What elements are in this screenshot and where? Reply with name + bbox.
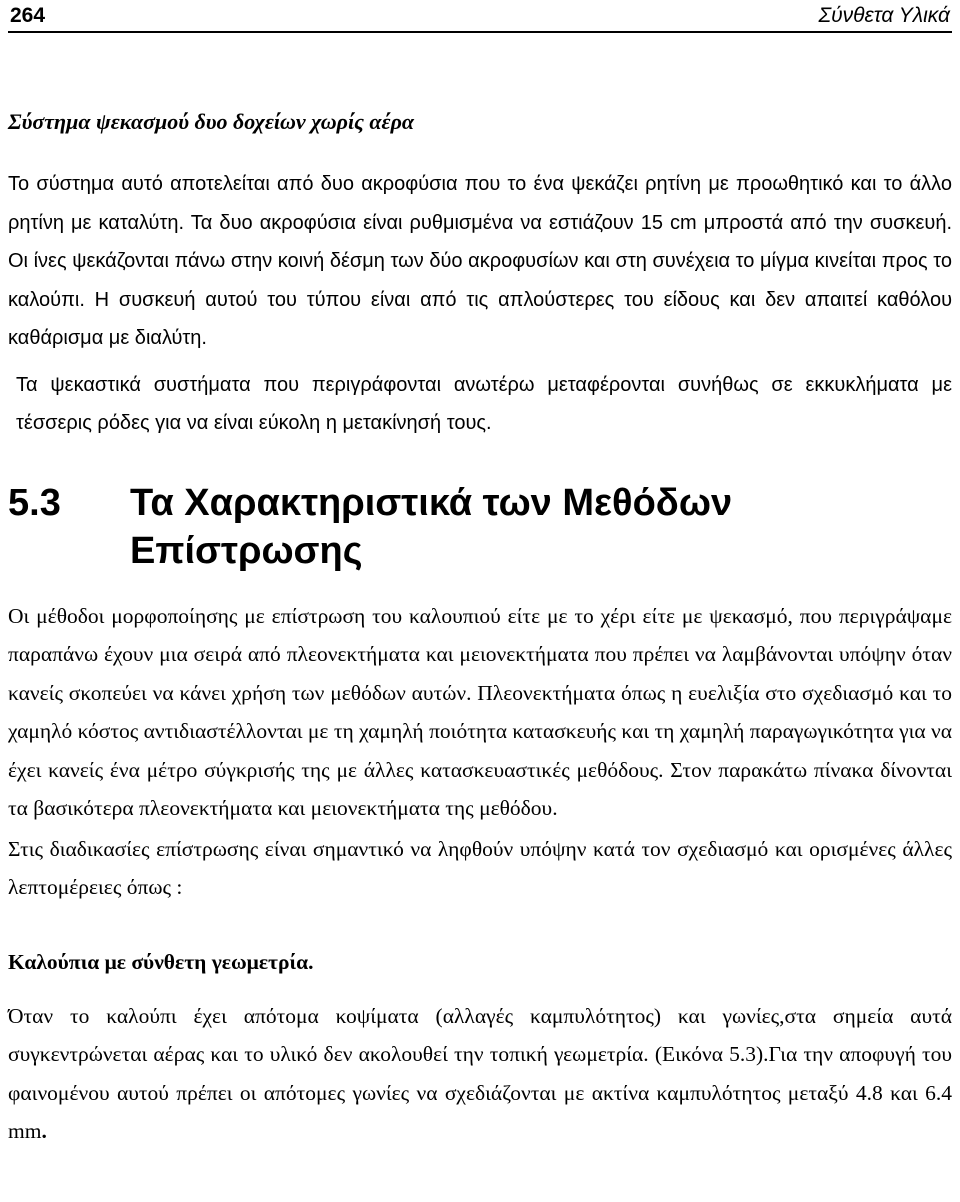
book-title: Σύνθετα Υλικά [818,4,950,27]
page-number: 264 [10,4,46,27]
paragraph-end-mark: . [41,1119,47,1143]
section-number: 5.3 [8,481,61,524]
running-header [8,0,952,33]
paragraph-complex-molds [8,997,952,1151]
paragraph-design-details: Στις διαδικασίες επίστρωσης είναι σημαντικό να ληφθούν υπόψην κατά τον σχεδιασμό και ορισμένες άλλες λεπτομέρειες όπως : [8,836,952,899]
paragraph-method-characteristics: Οι μέθοδοι μορφοποίησης με επίστρωση του καλουπιού είτε με το χέρι είτε με ψεκασμό, που περιγράψαμε παραπάνω έχουν μια σειρά από πλεονεκτήματα και μειονεκτήματα που πρέπει να λαμβάνονται υπόψην όταν κανείς σκοπεύει να κάνει χρήση των μεθόδων αυτών. Πλεονεκτήματα όπως η ευελιξία στο σχεδιασμό και το χαμηλό κόστος αντιδιαστέλλονται με τη χαμηλή ποιότητα κατασκευής και τη χαμηλή παραγωγικότητα για να έχει κανείς ένα μέτρο σύγκρισής της με άλλες κατασκευαστικές μεθόδους. Στον παρακάτω πίνακα δίνονται τα βασικότερα πλεονεκτήματα και μειονεκτήματα της μεθόδου. [8,603,952,820]
section-heading [8,479,952,575]
paragraph-complex-molds-text: Όταν το καλούπι έχει απότομα κοψίματα (αλλαγές καμπυλότητος) και γωνίες,στα σημεία αυτά συγκεντρώνεται αέρας και το υλικό δεν ακολουθεί την τοπική γεωμετρία. (Εικόνα 5.3).Για την αποφυγή του φαινομένου αυτού πρέπει οι απότομες γωνίες να σχεδιάζονται με ακτίνα καμπυλότητος μεταξύ 4.8 και 6.4 mm [8,1003,952,1143]
subsection-title: Σύστημα ψεκασμού δυο δοχείων χωρίς αέρα [8,109,415,134]
subsection-complex-molds: Καλούπια με σύνθετη γεωμετρία. [8,949,314,974]
paragraph-spray-transport: Τα ψεκαστικά συστήματα που περιγράφονται ανωτέρω μεταφέρονται συνήθως σε εκκυκλήματα με τέσσερις ρόδες για να είναι εύκολη η μετακίνησή τους. [16,373,952,434]
section-title: Τα Χαρακτηριστικά των Μεθόδων Επίστρωσης [130,481,733,572]
paragraph-spray-system: Το σύστημα αυτό αποτελείται από δυο ακροφύσια που το ένα ψεκάζει ρητίνη με προωθητικό και το άλλο ρητίνη με καταλύτη. Τα δυο ακροφύσια είναι ρυθμισμένα να εστιάζουν 15 cm μπροστά από την συσκευή. Οι ίνες ψεκάζονται πάνω στην κοινή δέσμη των δύο ακροφυσίων και στη συνέχεια το μίγμα κινείται προς το καλούπι. Η συσκευή αυτού του τύπου είναι από τις απλούστερες του είδους και δεν απαιτεί καθόλου καθάρισμα με διαλύτη. [8,173,952,349]
